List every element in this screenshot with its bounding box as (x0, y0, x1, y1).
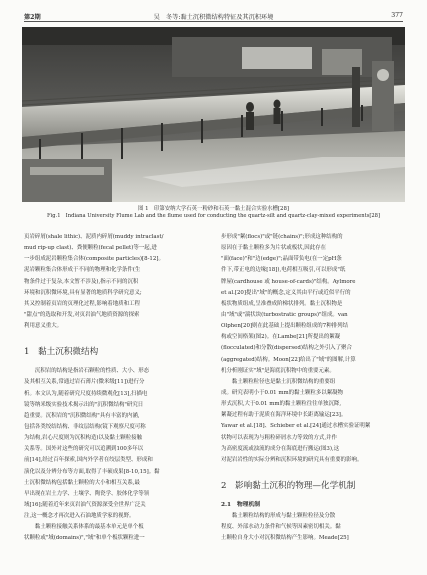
section-heading-1: 1 黏土沉积微结构 (24, 347, 99, 358)
text-line: 域[16];随着近年来页岩油气资源深受全世界广泛关 (24, 501, 146, 508)
subsection-2-1-paragraph (221, 511, 403, 544)
flume-lab-photo (22, 27, 405, 202)
text-line: 土沉积微结构包括黏土颗粒的大小和相互关系,最 (24, 479, 140, 486)
text-line: 前[14],经过百年探索,国内外学者在绞层类型、形成和 (24, 457, 153, 464)
left-column (24, 232, 206, 545)
text-line: 成。研究表明小于0.01 mm的黏土颗粒多以絮凝物 (221, 389, 344, 396)
text-line: 黏土颗粒接触关系体系的最基本单元是单个板 (24, 524, 144, 531)
right-column (221, 232, 403, 544)
text-line: 黏土颗粒结构的形成与黏土颗粒粒径及分散 (221, 512, 336, 519)
section-heading-2: 2 影响黏土沉积的物理—化学机制 (221, 480, 356, 491)
text-line: 环境和沉积微环境,具有显著的地质科学研究意义; (24, 289, 142, 296)
text-line: 注,这一概念才再次进入石油地质学家的视野。 (24, 513, 135, 520)
text-line: 由"域"或"湍状块(turbostratic groups)"组成。van (221, 311, 348, 318)
text-line: 状物可以表现为与粗粒碎屑水力等效的方式,并作 (221, 434, 337, 441)
text-line: 镜等纳米级实验技术揭示出的"沉积微结构"研究日 (24, 401, 144, 408)
text-line: 絮凝过程有助于泥质在海洋环境中长距离输运[23]。 (221, 412, 347, 419)
text-line: 其又控制着页岩的页理化过程,影响着地质和工程 (24, 300, 140, 307)
text-line: 及其相互关系,常通过岩石薄片(微米级[11])进行分 (24, 379, 145, 386)
text-line: 为结构,岩心尺度则为沉积构造)以及黏土颗粒接触 (24, 435, 143, 442)
text-line: Yawar et al.[18]、Schieber et al.[24]通过水槽实验证明絮 (221, 423, 371, 430)
flume-lab-photo-drawing (22, 27, 405, 202)
text-line: 件下,带正电的边缘[18]),电荷相互吸引,可以形成"纸 (221, 267, 346, 274)
text-line: (aggregated)结构。Moon[22]给出了"域"的图解,计算 (221, 356, 356, 363)
text-line: 早出现在岩土力学、土壤学、陶瓷学、胶体化学等领 (24, 490, 150, 497)
text-line: 演化以及分辨分布等方面,取得了丰硕成果[8-10,15]。黏 (24, 468, 160, 475)
text-line: 原因在于黏土颗粒多为片状或板状,因此存在 (221, 245, 327, 252)
text-line: 利用意义重大。 (24, 323, 63, 330)
text-line: "面(face)"和"边(edge)";晶面带负电(在一定pH条 (221, 256, 342, 263)
text-line: 步形成"絮(flocs)"或"链(chains)";形成这种结构的 (221, 234, 343, 240)
text-line: 为高密度流或浊流的成分在海底进行搬运(图3),这 (221, 445, 340, 452)
text-line: 形式沉积,大于0.01 mm的黏土颗粒往往单独沉降, (221, 401, 342, 408)
figure-caption-chinese: 图 1 印第安纳大学石英一粉砂和石英一黏土混合实验水槽[28] (138, 206, 289, 212)
text-line: 析。本文认为,随着研究尺度持续微观化[13],扫描电 (24, 390, 148, 397)
page-number: 377 (391, 12, 403, 19)
section-1-paragraph (24, 366, 206, 544)
text-line: 机分析刚证实"域"是海底沉积物中的重要元素。 (221, 367, 335, 374)
text-line: 黏土颗粒粒径也是黏土沉积微结构的重要组 (221, 378, 336, 385)
text-line: 物条件过于复杂,本文暂不涉及),指示不同的沉积 (24, 278, 139, 285)
text-line: 关系等。国外对这些的研究可以追溯到100多年以 (24, 446, 144, 453)
subsection-heading-2-1: 2.1 物理机制 (221, 501, 261, 508)
running-title: 吴 冬等:黏土沉积微结构特征及其沉积环境 (153, 14, 274, 21)
text-line: (flocculated)和分散(dispersed)结构之外引入了聚合 (221, 345, 352, 352)
figure-caption-english: Fig.1 Indiana University Flume Lab and the flume used for conducting the quartz-silt and quartz-clay-mixed experiments[28] (46, 213, 381, 219)
text-line: 一步组成泥岩颗粒集合体(composite particles)[8-12]。 (24, 256, 164, 263)
text-line: 程度、外部水动力条件和气候等因素密切相关。黏 (221, 524, 341, 531)
text-line: 趋重要。沉积岩的"沉积微结构"具有丰富的内涵, (24, 412, 140, 419)
text-line: et al.[20]提出"域"的概念,定义其由平行或近似平行的 (221, 289, 351, 296)
text-line: 牌屋(cardhouse 或 house-of-cards)"结构。Aylmore (221, 278, 356, 285)
text-line: 页岩碎屑(shale lithic)、泥质内碎屑(muddy intraclast/ (24, 234, 164, 240)
text-line: 沉积岩的结构是指岩石颗粒的性质、大小、形态 (24, 368, 150, 375)
text-line: 板状物质组成,呈准叠成阶梯状排列。黏土沉积物是 (221, 300, 343, 307)
intro-paragraph (24, 232, 206, 332)
text-line: "甜点"的选取和开发,对页岩油气地质资源的探索 (24, 311, 140, 318)
text-line: mud rip-up clast)、粪便颗粒(fecal pellet)等一起,进 (24, 245, 157, 252)
text-line: 对泥岩岩性的实际分辨和沉积环境的研究具有重要的影响。 (221, 456, 363, 463)
text-line: 构或空间格架(图2)。在Lambe[21]所提出的絮凝 (221, 334, 341, 341)
issue-number: 第2期 (24, 14, 41, 21)
right-paragraph (221, 232, 403, 466)
text-line: Olphen[20]则在此基础上提出颗粒组成的7种排列结 (221, 323, 348, 330)
text-line: 泥岩颗粒集合体形成于不同的物理和化学条件(生 (24, 267, 141, 274)
header-rule (24, 21, 403, 22)
text-line: 土颗粒自身大小对沉积微结构产生影响。Meade[25] (221, 535, 349, 542)
text-line: 状颗粒或"域(domains)","域"和单个板状颗粒进一 (24, 535, 145, 542)
text-line: 包括各类绞结结构、非纹层结构(镜下观察尺度可称 (24, 423, 146, 430)
